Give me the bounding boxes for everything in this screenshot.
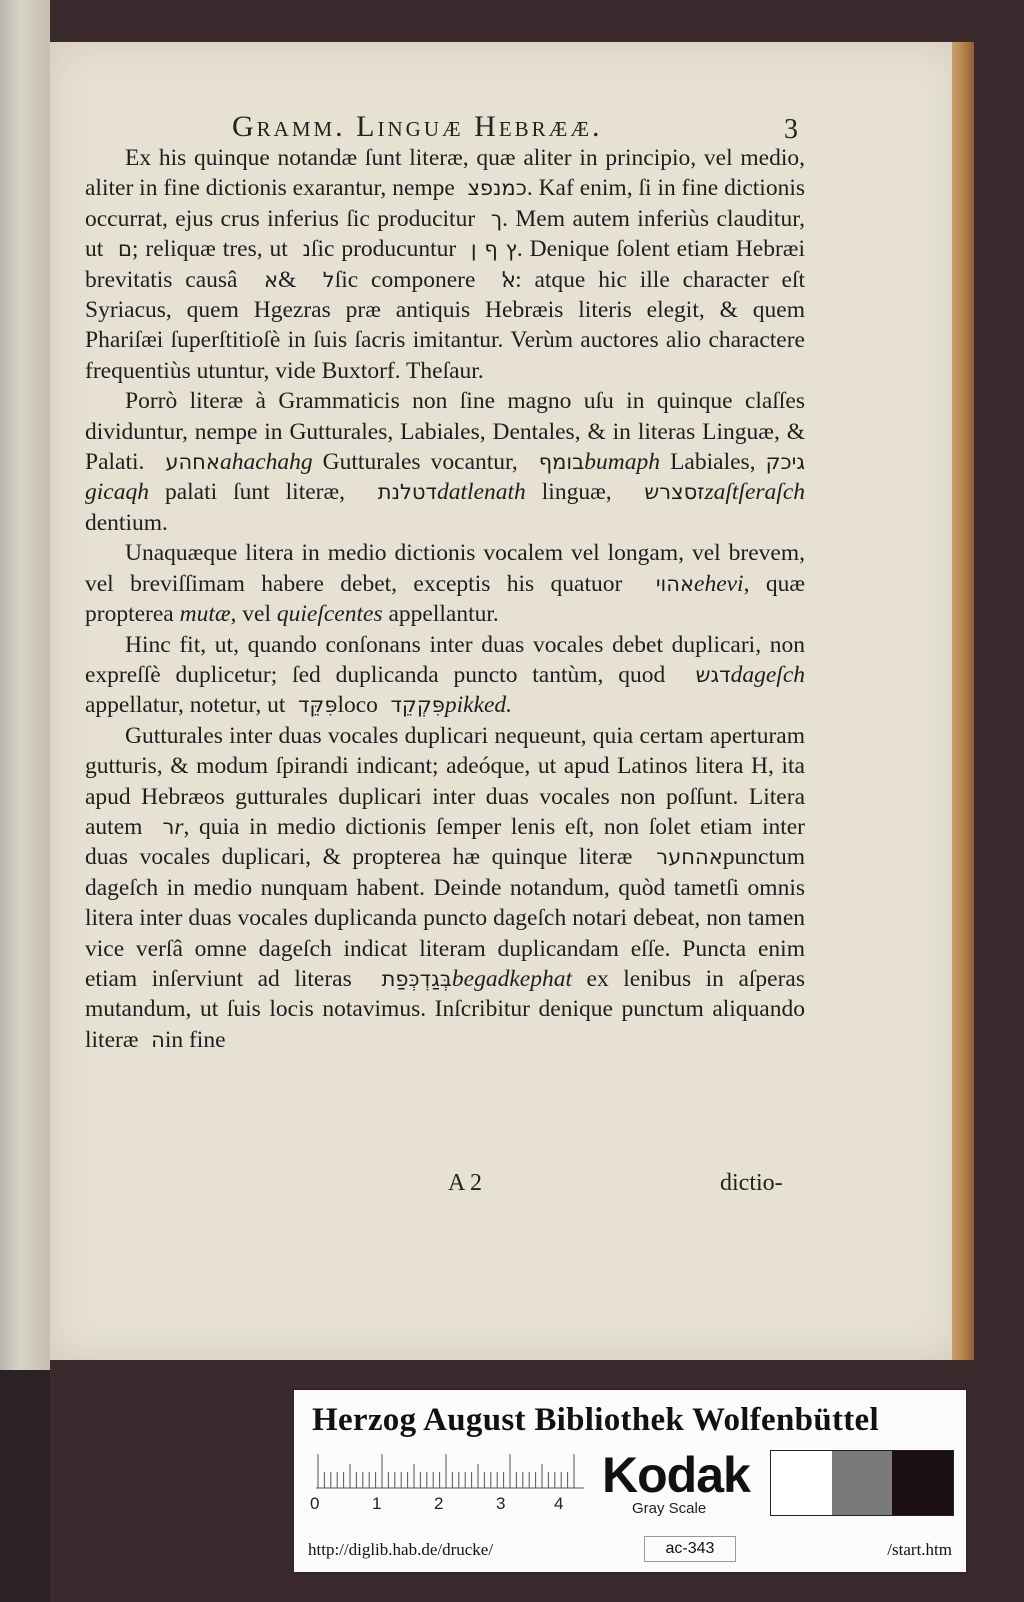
hebrew-text: פִּקֵּד [291,693,338,718]
ruler-labels [310,1494,590,1516]
latin-text: : atque hic ille character eſt Syriacus, quem Hgezras præ antiquis Hebræis literis elegit, & quem Phariſæi ſuperſtitioſè in ſuis ſacris imitantur. Verùm auctores alio charactere frequentiùs utuntur, vide Buxtorf. Theſaur. [85,266,806,384]
library-color-card [294,1390,966,1572]
latin-text: appellatur, notetur, ut [85,692,292,719]
transliteration: pikked. [444,692,513,719]
transliteration: bumaph [584,449,661,476]
transliteration: r [174,813,184,840]
hebrew-text: ל [309,267,335,292]
latin-text: Hinc fit, ut, quando conſonans inter duas vocales debet duplicari, non expreſſè duplicetur; ſed duplicanda puncto tantùm, quod [85,631,805,688]
hebrew-text: בומף [527,450,585,475]
transliteration: datlenath [437,479,526,506]
latin-text: ex lenibus in aſperas mutandum, ut ſuis locis notavimus. Inſcribitur denique punctum aliquando literæ [85,965,806,1053]
gray-scale-label: Gray Scale [632,1500,707,1517]
latin-text: ſic producuntur [310,236,464,263]
latin-text: punctum dageſch in medio nunquam habent. Deinde notandum, quòd tametſi omnis litera inter duas vocales duplicanda puncto dageſch notari debeat, non tamen vice verſâ omne dageſch indicat literam duplicandam eſſe. Puncta enim etiam inſerviunt ad literas [85,844,806,992]
card-footer [308,1536,952,1564]
scale-ruler [316,1454,584,1490]
library-url: http://diglib.hab.de/drucke/ [308,1540,494,1559]
latin-text: Gutturales inter duas vocales duplicari nequeunt, quia certam aperturam gutturis, & modum ſpirandi indicant; adeóque, ut apud Latinos litera H, ita apud Hebræos gutturales duplicari inter duas vocales non poſſunt. Litera autem [85,722,805,840]
hebrew-text: זסצרש [627,480,705,505]
paragraph [85,143,805,386]
page-fore-edge [952,42,974,1360]
latin-text: loco [337,692,384,719]
ruler-number: 3 [496,1494,506,1513]
hebrew-text: ר [152,814,175,839]
hebrew-text: אהחער [643,845,723,870]
kodak-logo: Kodak [602,1447,750,1503]
running-head: Gramm. Linguæ Hebrææ. [232,110,603,143]
paragraph [85,630,805,721]
swatch-black [892,1451,953,1515]
hebrew-text: ך [482,206,503,231]
hebrew-text: ץ ף ן [463,237,517,262]
latin-text: . Mem autem inferiùs clauditur, ut [85,205,805,263]
gray-scale-swatches [770,1450,954,1516]
latin-text: , quæ propterea [85,570,806,628]
paragraph [85,721,805,1055]
latin-text: . Denique ſolent etiam Hebræi brevitatis causâ [85,236,805,293]
transliteration: ehevi [694,570,744,597]
transliteration: dageſch [730,661,806,688]
hebrew-text: כמנפצ [460,176,527,201]
latin-text: Unaquæque litera in medio dictionis vocalem vel longam, vel brevem, vel breviſſimam habere debet, exceptis his quatuor [85,540,805,597]
hebrew-text: גיכק [765,450,805,475]
paragraph [85,538,805,629]
latin-text: , quia in medio dictionis ſemper lenis eſt, non ſolet etiam inter duas vocales duplicari, & propterea hæ quinque literæ [85,813,806,871]
latin-text: in fine [164,1026,226,1053]
hebrew-text: פִּקְקֵד [383,693,445,718]
transliteration: quieſcentes [276,601,383,628]
hebrew-text: ם [110,237,132,262]
ruler-number: 2 [434,1494,444,1513]
latin-text: . Kaf enim, ſi in fine dictionis occurrat, ejus crus inferius ſic producitur [85,175,806,232]
latin-text: , vel [230,601,277,628]
hebrew-text: בְּגַדְכְּפַת [366,966,452,991]
hebrew-text: ﭏ [488,267,516,292]
latin-text: linguæ, [525,479,628,506]
body-text [85,143,805,1055]
hebrew-text: אהוי [638,571,695,596]
scan-background [0,1370,50,1602]
transliteration: gicaqh [85,479,149,506]
ruler-number: 4 [554,1494,564,1513]
hebrew-text: נ [294,237,311,262]
shelfmark-box: ac-343 [644,1536,736,1562]
transliteration: mutæ [179,601,231,628]
page-number: 3 [784,114,798,145]
latin-text: palati ſunt literæ, [148,479,362,506]
hebrew-text: א [250,267,278,292]
latin-text: & [278,266,310,293]
catchword: dictio- [720,1170,783,1196]
latin-text: ; reliquæ tres, ut [131,236,295,263]
transliteration: begadkephat [451,965,572,992]
start-link: /start.htm [887,1540,952,1559]
library-name: Herzog August Bibliothek Wolfenbüttel [312,1402,879,1438]
hebrew-text: אחהע [154,450,220,475]
latin-text: Gutturales vocantur, [312,449,528,476]
transliteration: zaſtſeraſch [704,479,806,506]
ruler-number: 1 [372,1494,382,1513]
ruler-number: 0 [310,1494,320,1513]
hebrew-text: דטלנת [361,480,438,505]
swatch-white [771,1451,832,1515]
latin-text: dentium. [85,509,168,536]
latin-text: Labiales, [660,449,766,476]
paragraph [85,386,805,538]
swatch-gray [832,1451,893,1515]
latin-text: Porrò literæ à Grammaticis non ſine magno uſu in quinque claſſes dividuntur, nempe in Gutturales, Labiales, Dentales, & in literas Linguæ, & Palati. [85,388,805,476]
facing-page-edge [0,0,50,1370]
latin-text: appellantur. [382,601,499,628]
hebrew-text: ה [144,1027,165,1052]
signature-mark: A 2 [448,1170,483,1196]
latin-text: Ex his quinque notandæ ſunt literæ, quæ aliter in principio, vel medio, aliter in fine dictionis exarantur, nempe [85,145,805,202]
hebrew-text: דגש [680,662,731,687]
latin-text: ſic componere [334,266,489,293]
transliteration: ahachahg [219,449,313,476]
